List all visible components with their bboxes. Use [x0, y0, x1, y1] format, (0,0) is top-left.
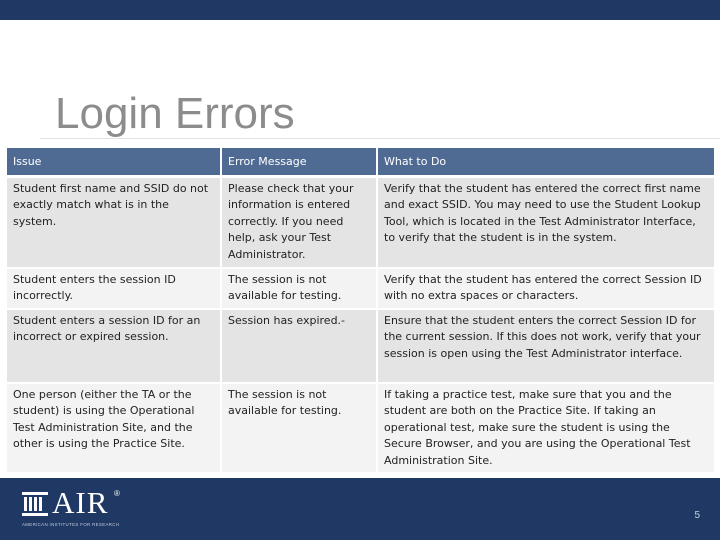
cell-issue: Student enters the session ID incorrectly. — [7, 269, 222, 310]
page-number: 5 — [694, 510, 700, 521]
cell-error-message: The session is not available for testing. — [222, 384, 378, 474]
cell-issue: Student enters a session ID for an incorrect or expired session. — [7, 310, 222, 384]
table-row — [7, 178, 714, 269]
table-row — [7, 269, 714, 310]
header-error-message: Error Message — [222, 148, 378, 178]
air-logo — [22, 485, 162, 530]
logo-subtitle: AMERICAN INSTITUTES FOR RESEARCH — [22, 522, 120, 527]
login-errors-table — [7, 148, 714, 474]
cell-issue: Student first name and SSID do not exactly match what is in the system. — [7, 178, 222, 269]
table-header-row — [7, 148, 714, 178]
cell-what-to-do: Ensure that the student enters the correct Session ID for the current session. If this does not work, verify that your session is open using the Test Administrator interface. — [378, 310, 714, 384]
building-icon — [22, 492, 48, 516]
table-row — [7, 384, 714, 474]
header-what-to-do: What to Do — [378, 148, 714, 178]
cell-issue: One person (either the TA or the student) is using the Operational Test Administration Site, and the other is using the Practice Site. — [7, 384, 222, 474]
title-divider — [40, 138, 720, 139]
table-row — [7, 310, 714, 384]
login-errors-table-container — [7, 148, 714, 474]
cell-what-to-do: If taking a practice test, make sure that you and the student are both on the Practice Site. If taking an operational test, make sure the student is using the Secure Browser, and you are using the Operational Test Administration Site. — [378, 384, 714, 474]
slide-title: Login Errors — [55, 89, 295, 138]
logo-wordmark: AIR — [52, 485, 109, 520]
cell-what-to-do: Verify that the student has entered the correct Session ID with no extra spaces or characters. — [378, 269, 714, 310]
cell-what-to-do: Verify that the student has entered the correct first name and exact SSID. You may need to use the Student Lookup Tool, which is located in the Test Administrator Interface, to verify that the student is in the system. — [378, 178, 714, 269]
header-issue: Issue — [7, 148, 222, 178]
cell-error-message: Session has expired.- — [222, 310, 378, 384]
registered-mark: ® — [114, 489, 120, 498]
top-bar — [0, 0, 720, 20]
cell-error-message: Please check that your information is entered correctly. If you need help, ask your Test Administrator. — [222, 178, 378, 269]
cell-error-message: The session is not available for testing. — [222, 269, 378, 310]
